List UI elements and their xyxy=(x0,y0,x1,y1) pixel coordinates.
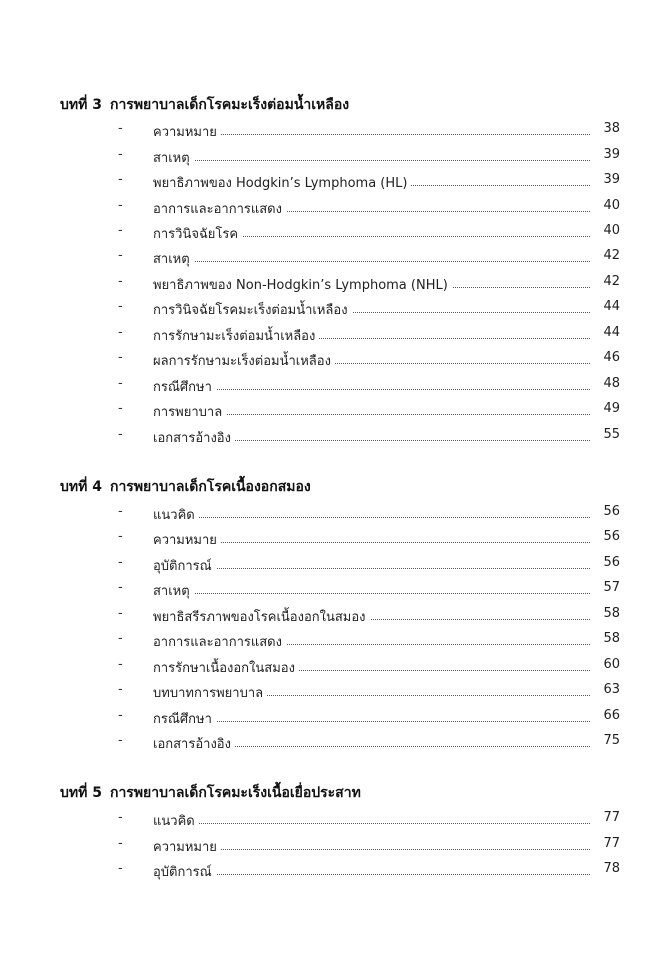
entry-page: 49 xyxy=(603,401,620,416)
toc-entry[interactable] xyxy=(0,704,672,730)
entry-bullet: - xyxy=(118,504,123,519)
entry-label: อุบัติการณ์ xyxy=(153,555,216,576)
toc-entry[interactable] xyxy=(0,397,672,423)
toc-entry[interactable] xyxy=(0,194,672,220)
entry-bullet: - xyxy=(118,733,123,748)
toc-entry[interactable] xyxy=(0,423,672,449)
entry-page: 40 xyxy=(603,223,620,238)
entry-page: 78 xyxy=(603,861,620,876)
entry-label: การวินิจฉัยโรค xyxy=(153,223,242,244)
toc-entry[interactable] xyxy=(0,678,672,704)
toc-entry[interactable] xyxy=(0,806,672,832)
chapter-heading xyxy=(60,476,311,498)
toc-entry[interactable] xyxy=(0,143,672,169)
entry-bullet: - xyxy=(118,836,123,851)
toc-entry[interactable] xyxy=(0,627,672,653)
entry-bullet: - xyxy=(118,274,123,289)
entry-label: ความหมาย xyxy=(153,529,221,550)
entry-label: การพยาบาล xyxy=(153,401,226,422)
toc-entry[interactable] xyxy=(0,576,672,602)
entry-bullet: - xyxy=(118,529,123,544)
entry-bullet: - xyxy=(118,299,123,314)
entry-page: 58 xyxy=(603,631,620,646)
entry-page: 57 xyxy=(603,580,620,595)
entry-page: 55 xyxy=(603,427,620,442)
entry-bullet: - xyxy=(118,708,123,723)
entry-label: อาการและอาการแสดง xyxy=(153,631,286,652)
dot-leader xyxy=(153,821,590,824)
entry-bullet: - xyxy=(118,555,123,570)
entry-page: 75 xyxy=(603,733,620,748)
entry-label: กรณีศึกษา xyxy=(153,708,216,729)
dot-leader xyxy=(153,515,590,518)
entry-page: 42 xyxy=(603,248,620,263)
entry-bullet: - xyxy=(118,121,123,136)
chapter-number: บทที่ 3 xyxy=(60,97,102,113)
entry-bullet: - xyxy=(118,580,123,595)
entry-bullet: - xyxy=(118,350,123,365)
entry-bullet: - xyxy=(118,172,123,187)
entry-label: พยาธิภาพของ Non-Hodgkin’s Lymphoma (NHL) xyxy=(153,274,452,295)
entry-label: เอกสารอ้างอิง xyxy=(153,733,235,754)
entry-label: อาการและอาการแสดง xyxy=(153,198,286,219)
entry-label: อุบัติการณ์ xyxy=(153,861,216,882)
entry-page: 46 xyxy=(603,350,620,365)
dot-leader xyxy=(153,566,590,569)
entry-label: การรักษาเนื้องอกในสมอง xyxy=(153,657,299,678)
chapter-number: บทที่ 5 xyxy=(60,785,102,801)
entry-bullet: - xyxy=(118,223,123,238)
entry-label: แนวคิด xyxy=(153,810,199,831)
entry-page: 63 xyxy=(603,682,620,697)
entry-bullet: - xyxy=(118,427,123,442)
entry-page: 77 xyxy=(603,836,620,851)
chapter-heading xyxy=(60,94,349,116)
toc-entry[interactable] xyxy=(0,270,672,296)
toc-entry[interactable] xyxy=(0,117,672,143)
entry-page: 56 xyxy=(603,504,620,519)
entry-bullet: - xyxy=(118,861,123,876)
entry-label: การวินิจฉัยโรคมะเร็งต่อมน้ำเหลือง xyxy=(153,299,352,320)
toc-entry[interactable] xyxy=(0,832,672,858)
chapter-title: การพยาบาลเด็กโรคเนื้องอกสมอง xyxy=(109,479,311,495)
entry-label: ความหมาย xyxy=(153,836,221,857)
entry-bullet: - xyxy=(118,682,123,697)
entry-page: 40 xyxy=(603,198,620,213)
entry-bullet: - xyxy=(118,198,123,213)
toc-entry[interactable] xyxy=(0,168,672,194)
entry-page: 38 xyxy=(603,121,620,136)
entry-bullet: - xyxy=(118,248,123,263)
toc-entry[interactable] xyxy=(0,653,672,679)
chapter-heading xyxy=(60,782,361,804)
entry-bullet: - xyxy=(118,147,123,162)
chapter-title: การพยาบาลเด็กโรคมะเร็งต่อมน้ำเหลือง xyxy=(109,97,350,113)
chapter-number: บทที่ 4 xyxy=(60,479,102,495)
entry-label: การรักษามะเร็งต่อมน้ำเหลือง xyxy=(153,325,319,346)
entry-page: 56 xyxy=(603,555,620,570)
entry-label: กรณีศึกษา xyxy=(153,376,216,397)
toc-entry[interactable] xyxy=(0,525,672,551)
toc-entry[interactable] xyxy=(0,372,672,398)
dot-leader xyxy=(153,872,590,875)
entry-bullet: - xyxy=(118,325,123,340)
toc-entry[interactable] xyxy=(0,729,672,755)
toc-entry[interactable] xyxy=(0,551,672,577)
entry-label: พยาธิสรีรภาพของโรคเนื้องอกในสมอง xyxy=(153,606,370,627)
entry-bullet: - xyxy=(118,631,123,646)
entry-label: พยาธิภาพของ Hodgkin’s Lymphoma (HL) xyxy=(153,172,411,193)
entry-bullet: - xyxy=(118,606,123,621)
entry-page: 44 xyxy=(603,299,620,314)
entry-label: บทบาทการพยาบาล xyxy=(153,682,267,703)
toc-entry[interactable] xyxy=(0,244,672,270)
entry-label: แนวคิด xyxy=(153,504,199,525)
dot-leader xyxy=(153,591,590,594)
entry-label: สาเหตุ xyxy=(153,147,194,168)
entry-bullet: - xyxy=(118,657,123,672)
toc-entry[interactable] xyxy=(0,295,672,321)
toc-entry[interactable] xyxy=(0,602,672,628)
entry-page: 58 xyxy=(603,606,620,621)
dot-leader xyxy=(153,387,590,390)
entry-bullet: - xyxy=(118,401,123,416)
entry-bullet: - xyxy=(118,376,123,391)
dot-leader xyxy=(153,259,590,262)
entry-page: 44 xyxy=(603,325,620,340)
entry-label: เอกสารอ้างอิง xyxy=(153,427,235,448)
toc-entry[interactable] xyxy=(0,500,672,526)
entry-label: ผลการรักษามะเร็งต่อมน้ำเหลือง xyxy=(153,350,335,371)
entry-page: 39 xyxy=(603,147,620,162)
dot-leader xyxy=(153,158,590,161)
entry-page: 77 xyxy=(603,810,620,825)
entry-page: 48 xyxy=(603,376,620,391)
entry-label: สาเหตุ xyxy=(153,580,194,601)
entry-page: 66 xyxy=(603,708,620,723)
toc-entry[interactable] xyxy=(0,321,672,347)
chapter-title: การพยาบาลเด็กโรคมะเร็งเนื้อเยื่อประสาท xyxy=(109,785,361,801)
toc-entry[interactable] xyxy=(0,857,672,883)
entry-page: 42 xyxy=(603,274,620,289)
entry-label: ความหมาย xyxy=(153,121,221,142)
entry-page: 39 xyxy=(603,172,620,187)
entry-label: สาเหตุ xyxy=(153,248,194,269)
entry-page: 60 xyxy=(603,657,620,672)
entry-page: 56 xyxy=(603,529,620,544)
toc-entry[interactable] xyxy=(0,219,672,245)
dot-leader xyxy=(153,719,590,722)
entry-bullet: - xyxy=(118,810,123,825)
toc-entry[interactable] xyxy=(0,346,672,372)
